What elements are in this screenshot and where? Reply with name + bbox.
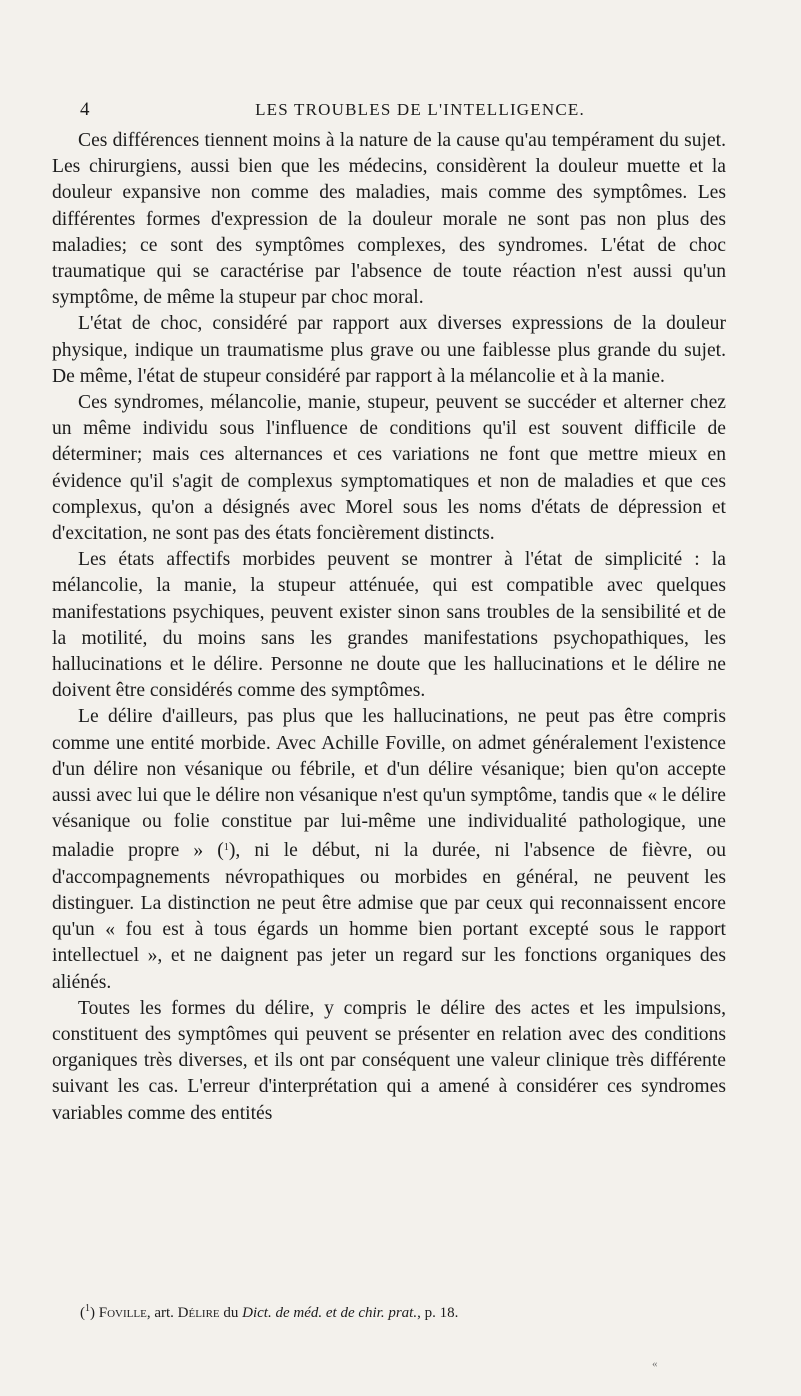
footnote-page: , p. 18. [417, 1305, 459, 1321]
paragraph-1: Ces différences tiennent moins à la nature de la cause qu'au tempérament du sujet. Les chirurgiens, aussi bien que les médecins, considèrent la douleur muette et la douleur expansive non comme des maladies, mais comme des symptômes. Les différentes formes d'expression de la douleur morale ne sont pas non plus des maladies; ce sont des symptômes complexes, des syndromes. L'état de choc traumatique qui se caractérise par l'absence de toute réaction n'est aussi qu'un symptôme, de même la stupeur par choc moral. [52, 130, 726, 309]
footnote-reference[interactable]: 1 [223, 842, 229, 854]
footnote-du: du [219, 1305, 243, 1321]
stray-mark: « [652, 1358, 658, 1370]
footnote: ($^1$) Foville, art. Délire du Dict. de méd. et de chir. prat., p. 18. [80, 1303, 459, 1321]
paragraph-6: Toutes les formes du délire, y compris le délire des actes et les impulsions, constituent des symptômes qui peuvent se présenter en relation avec des conditions organiques très diverses, et ils ont par conséquent une valeur clinique très différente suivant les cas. L'erreur d'interprétation qui a amené à considérer ces syndromes variables comme des entités [52, 997, 726, 1124]
paragraph-5-text-b: ), ni le début, ni la durée, ni l'absence de fièvre, ou d'accompagnements névropathiques ou morbides en général, ne peuvent les distinguer. La distinction ne peut être admise que par ceux qui reconnaissent encore qu'un « fou est à tous égards un homme bien portant excepté sous le rapport intellectuel », et ne daignent pas jeter un regard sur les fonctions organiques des aliénés. [52, 840, 726, 993]
footnote-marker: 1 [85, 1303, 90, 1314]
footnote-source: Dict. de méd. et de chir. prat. [242, 1305, 418, 1321]
body-text [52, 128, 726, 1127]
paragraph-5-text-a: Le délire d'ailleurs, pas plus que les hallucinations, ne peut pas être compris comme une entité morbide. Avec Achille Foville, on admet généralement l'existence d'un délire non vésanique ou fébrile, et d'un délire vésanique; bien qu'on accepte aussi avec lui que le délire non vésanique n'est qu'un symptôme, tandis que « le délire vésanique ou folie constitue par lui-même une individualité pathologique, une maladie propre » ( [52, 706, 726, 862]
paragraph-4: Les états affectifs morbides peuvent se montrer à l'état de simplicité : la mélancolie, la manie, la stupeur atténuée, qui est compatible avec quelques manifestations psychiques, peuvent exister sinon sans troubles de la sensibilité et de la motilité, du moins sans les grandes manifestations psychopathiques, les hallucinations et le délire. Personne ne doute que les hallucinations et le délire ne doivent être considérés comme des symptômes. [52, 549, 726, 702]
page-number: 4 [80, 99, 90, 120]
footnote-author: Foville [98, 1305, 147, 1321]
paragraph-3: Ces syndromes, mélancolie, manie, stupeur, peuvent se succéder et alterner chez un même individu sous l'influence de conditions qu'il est souvent difficile de déterminer; mais ces alternances et ces variations ne font que mettre mieux en évidence qu'il s'agit de complexus symptomatiques et non de maladies et que ces complexus, qu'on a désignés avec Morel sous les noms d'états de dépression et d'excitation, ne sont pas des états foncièrement distincts. [52, 392, 726, 545]
running-title: LES TROUBLES DE L'INTELLIGENCE. [255, 100, 585, 119]
paragraph-2: L'état de choc, considéré par rapport aux diverses expressions de la douleur physique, indique un traumatisme plus grave ou une faiblesse plus grande du sujet. De même, l'état de stupeur considéré par rapport à la mélancolie et à la manie. [52, 313, 726, 387]
paragraph-5 [52, 704, 726, 995]
footnote-art: , art. [146, 1305, 178, 1321]
footnote-entry: Délire [177, 1305, 220, 1321]
running-head [80, 98, 740, 122]
